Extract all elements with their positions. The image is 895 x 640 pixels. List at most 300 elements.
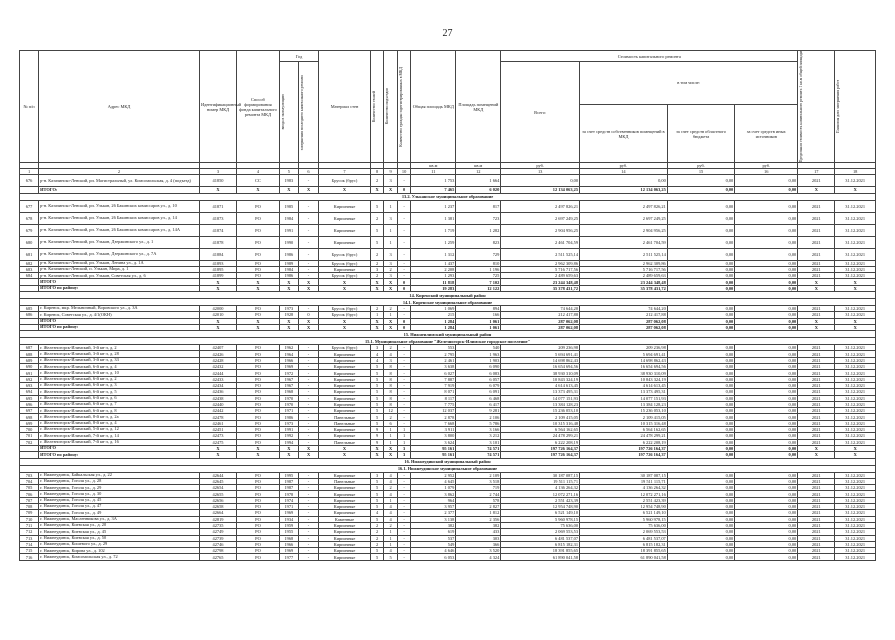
table-cell: - xyxy=(298,554,318,560)
table-cell: 1 061 xyxy=(456,324,501,330)
table-cell: 6 079 xyxy=(456,382,501,388)
table-cell: X xyxy=(298,324,318,330)
table-cell: X xyxy=(370,445,383,451)
table-cell: 1989 xyxy=(279,260,298,266)
table-cell: 0,00 xyxy=(735,472,798,478)
table-cell: 2 xyxy=(370,535,383,541)
table-cell: - xyxy=(397,541,410,547)
table-cell: РО xyxy=(237,491,280,497)
table-cell: 74 571 xyxy=(456,445,501,451)
table-cell: 42440 xyxy=(199,401,236,407)
table-cell: 75 636,00 xyxy=(580,522,668,528)
table-cell: 0,00 xyxy=(667,357,734,363)
table-cell: 0,00 xyxy=(735,554,798,560)
table-cell: 31.12.2021 xyxy=(835,504,876,510)
address-cell: р-н. Казачинско-Ленский, п. Улькан, Мира, д. 1 xyxy=(39,266,200,272)
table-cell: 42478 xyxy=(199,414,236,420)
table-cell: 24 478 299,21 xyxy=(501,433,580,439)
table-cell: 1972 xyxy=(279,370,298,376)
address-cell: р-н. Казачинско-Ленский, рп. Улькан, Дзержинского ул., д. 7А xyxy=(39,248,200,260)
table-cell: - xyxy=(298,345,318,351)
table-cell: 0,00 xyxy=(667,370,734,376)
section-title: 13.2. Ульканское муниципальное образование xyxy=(20,193,876,200)
table-cell: 42819 xyxy=(199,516,236,522)
address-cell: р-н. Казачинско-Ленский, рп. Улькан, 26 Бакинских комиссаров ул., д. 10 xyxy=(39,200,200,212)
table-cell: - xyxy=(298,382,318,388)
table-cell: 4 xyxy=(384,504,397,510)
table-cell: - xyxy=(298,248,318,260)
address-cell: ИТОГО по району: xyxy=(39,324,200,330)
table-cell: 0,00 xyxy=(735,364,798,370)
table-cell: 0,00 xyxy=(667,306,734,312)
table-cell: 1986 xyxy=(279,248,298,260)
table-cell: Кирпичные xyxy=(319,535,371,541)
table-cell: Брусок (брус) xyxy=(319,306,371,312)
table-cell: 41873 xyxy=(199,212,236,224)
address-cell: г. Железногорск-Илимский, 3-й кв-л, д. 2 xyxy=(39,345,200,351)
table-cell: 1 xyxy=(384,439,397,445)
table-cell: РО xyxy=(237,548,280,554)
table-cell: 1 237 xyxy=(411,200,456,212)
table-cell: 710 xyxy=(20,516,39,522)
table-cell: 0,00 xyxy=(735,433,798,439)
table-cell: X xyxy=(279,445,298,451)
table-cell: 4 xyxy=(384,548,397,554)
table-cell: 287 062,08 xyxy=(580,318,668,324)
table-cell: 0,00 xyxy=(667,439,734,445)
table-cell: 0,00 xyxy=(735,266,798,272)
table-cell: - xyxy=(397,212,410,224)
table-cell: РО xyxy=(237,236,280,248)
table-cell: 4 xyxy=(384,516,397,522)
column-index: 3 xyxy=(199,169,236,175)
table-cell: X xyxy=(384,324,397,330)
table-cell: 1 293 xyxy=(411,273,456,279)
table-cell: X xyxy=(319,285,371,291)
table-cell: X xyxy=(319,279,371,285)
table-cell: РО xyxy=(237,312,280,318)
table-cell: 0 xyxy=(397,318,410,324)
table-cell: - xyxy=(397,357,410,363)
table-cell: - xyxy=(298,427,318,433)
table-cell: 1987 xyxy=(279,478,298,484)
table-cell: 5 xyxy=(370,414,383,420)
table-cell: - xyxy=(397,510,410,516)
table-cell: 209 236,98 xyxy=(501,345,580,351)
table-cell: 0,00 xyxy=(735,357,798,363)
table-cell: 2021 xyxy=(798,236,835,248)
table-cell: 0,00 xyxy=(667,478,734,484)
table-cell: 0 xyxy=(397,187,410,193)
table-cell: 2 xyxy=(370,541,383,547)
header-incl: в том числе: xyxy=(580,62,798,105)
table-cell: - xyxy=(397,224,410,236)
table-cell: 1971 xyxy=(279,408,298,414)
table-cell: 1 812 xyxy=(456,510,501,516)
table-cell: 0 xyxy=(397,285,410,291)
table-cell: - xyxy=(298,522,318,528)
table-cell: 10 315 316,48 xyxy=(501,420,580,426)
table-cell: 2 962 309,86 xyxy=(580,260,668,266)
table-cell: 1974 xyxy=(279,497,298,503)
table-cell: 0,00 xyxy=(667,248,734,260)
table-cell: 4 614 613,45 xyxy=(501,382,580,388)
table-cell: 74 644,20 xyxy=(580,306,668,312)
table-cell: 2 962 309,86 xyxy=(501,260,580,266)
table-cell: 16 654 694,56 xyxy=(580,364,668,370)
table-cell: 707 xyxy=(20,497,39,503)
table-cell: РО xyxy=(237,389,280,395)
table-cell: РО xyxy=(237,357,280,363)
table-cell: 12 954 748,90 xyxy=(580,504,668,510)
table-cell: 287 062,08 xyxy=(501,318,580,324)
section-header-row xyxy=(20,465,876,472)
table-cell: 719 xyxy=(456,485,501,491)
table-cell: 31.12.2021 xyxy=(835,510,876,516)
table-cell: 2021 xyxy=(798,389,835,395)
table-cell: 6 815 182,31 xyxy=(501,541,580,547)
table-cell: - xyxy=(298,395,318,401)
table-cell: 5 694 691,41 xyxy=(580,351,668,357)
table-cell: 0,00 xyxy=(735,273,798,279)
table-cell: Кирпичные xyxy=(319,510,371,516)
table-cell: 2 208 xyxy=(411,266,456,272)
table-cell: 2 489 659,63 xyxy=(580,273,668,279)
table-cell: 0,00 xyxy=(667,541,734,547)
table-cell: 5 960 978,15 xyxy=(580,516,668,522)
table-cell: 6 468 xyxy=(456,395,501,401)
table-cell: 5 xyxy=(370,478,383,484)
unit-cell: руб. xyxy=(667,163,734,169)
address-cell: г. Нижнеудинск, Масленникова ул., д. 3А xyxy=(39,516,200,522)
table-cell: 701 xyxy=(20,433,39,439)
table-cell: 0,00 xyxy=(735,497,798,503)
table-cell: 716 xyxy=(20,554,39,560)
table-cell: 41895 xyxy=(199,266,236,272)
table-cell: 0,00 xyxy=(735,318,798,324)
table-cell: 5 xyxy=(370,224,383,236)
table-cell: 5 xyxy=(370,408,383,414)
table-cell: - xyxy=(397,529,410,535)
table-cell: X xyxy=(384,285,397,291)
table-cell: 4 xyxy=(384,472,397,478)
table-cell: - xyxy=(397,266,410,272)
table-cell: 725 xyxy=(456,273,501,279)
header-completion: Плановая дата завершения работ xyxy=(835,51,876,163)
table-cell: - xyxy=(397,472,410,478)
table-cell: 3 xyxy=(370,345,383,351)
table-cell: 1984 xyxy=(279,266,298,272)
table-cell: 1 903 xyxy=(456,357,501,363)
table-cell: 5 716 717,56 xyxy=(501,266,580,272)
table-cell: 2 xyxy=(384,485,397,491)
table-cell: 42442 xyxy=(199,408,236,414)
table-cell: 0,00 xyxy=(667,445,734,451)
table-cell: 0,00 xyxy=(667,351,734,357)
table-cell: X xyxy=(798,279,835,285)
table-cell: 42000 xyxy=(199,306,236,312)
table-cell: 0,00 xyxy=(667,200,734,212)
table-cell: 679 xyxy=(20,224,39,236)
table-cell: 42010 xyxy=(199,312,236,318)
table-cell: 2 xyxy=(370,175,383,187)
section-title: 16. Нижнеудинский муниципальный район xyxy=(20,458,876,465)
table-cell: 12 072 271,16 xyxy=(580,491,668,497)
table-cell: 5 960 978,15 xyxy=(501,516,580,522)
table-cell: 2021 xyxy=(798,485,835,491)
table-cell: 212 417,88 xyxy=(501,312,580,318)
address-cell: г. Нижнеудинск, Гоголя ул., д. 28 xyxy=(39,478,200,484)
table-cell: 23 244 348,48 xyxy=(580,279,668,285)
table-cell: Кирпичные xyxy=(319,370,371,376)
table-cell: 12 xyxy=(384,408,397,414)
table-cell: 5 xyxy=(370,200,383,212)
table-cell: 697 xyxy=(20,408,39,414)
column-index: 11 xyxy=(411,169,456,175)
table-cell: 3 xyxy=(384,175,397,187)
table-cell: Кирпичные xyxy=(319,389,371,395)
table-cell: 197 726 164,37 xyxy=(580,445,668,451)
unit-cell: руб. xyxy=(501,163,580,169)
table-cell: 12 122 xyxy=(456,285,501,291)
table-cell: 0,00 xyxy=(735,504,798,510)
table-cell: 2021 xyxy=(798,497,835,503)
table-cell: - xyxy=(298,306,318,312)
table-cell: 1959 xyxy=(279,522,298,528)
address-cell: г. Железногорск-Илимский, 6-й кв-л, д. 3 xyxy=(39,382,200,388)
table-cell: 30 187 087,15 xyxy=(580,472,668,478)
table-cell: РО xyxy=(237,439,280,445)
table-cell: 8 xyxy=(384,364,397,370)
table-cell: 2 497 826,21 xyxy=(580,200,668,212)
table-cell: - xyxy=(298,389,318,395)
table-cell: 2021 xyxy=(798,535,835,541)
table-cell: 1987 xyxy=(279,485,298,491)
table-cell: 4 xyxy=(384,478,397,484)
table-cell: 2 xyxy=(384,414,397,420)
table-cell: 1934 xyxy=(279,516,298,522)
section-title: 14.1. Киренское муниципальное образование xyxy=(20,299,876,306)
table-cell: - xyxy=(298,370,318,376)
table-cell: 699 xyxy=(20,420,39,426)
table-cell: Кирпичные xyxy=(319,364,371,370)
table-cell: РО xyxy=(237,420,280,426)
table-cell: 61 890 041,58 xyxy=(580,554,668,560)
table-cell: 6 481 537,07 xyxy=(580,535,668,541)
table-cell: 1969 xyxy=(279,364,298,370)
table-cell: 41884 xyxy=(199,248,236,260)
table-cell: 2021 xyxy=(798,420,835,426)
unit-cell: руб. xyxy=(735,163,798,169)
table-cell: 2 xyxy=(384,345,397,351)
table-cell: 9 281 xyxy=(456,408,501,414)
table-cell: 61 890 041,58 xyxy=(501,554,580,560)
table-cell: 2 xyxy=(370,522,383,528)
table-cell: 5 716 717,56 xyxy=(580,266,668,272)
table-cell: 31.12.2021 xyxy=(835,236,876,248)
table-cell: 31.12.2021 xyxy=(835,472,876,478)
address-cell: г. Железногорск-Илимский, 7-й кв-л, д. 14 xyxy=(39,433,200,439)
address-cell: г. Железногорск-Илимский, 5-й кв-л, д. 12 xyxy=(39,427,200,433)
table-cell: - xyxy=(298,504,318,510)
table-cell: 31.12.2021 xyxy=(835,273,876,279)
address-cell: р-н. Казачинско-Ленский, рп. Улькан, Дзержинского ул., д. 1 xyxy=(39,236,200,248)
table-cell: 7 919 xyxy=(411,382,456,388)
header-num: № п/п xyxy=(20,51,39,163)
table-cell: 19 283 xyxy=(411,285,456,291)
table-cell: 1968 xyxy=(279,389,298,395)
table-cell: 0,00 xyxy=(735,248,798,260)
address-cell: г. Железногорск-Илимский, 6-й кв-л, д. 4 xyxy=(39,364,200,370)
table-cell: 4 614 613,45 xyxy=(580,382,668,388)
table-cell: 0,00 xyxy=(735,370,798,376)
table-body xyxy=(20,163,876,560)
table-cell: 24 478 299,21 xyxy=(580,433,668,439)
table-cell: 2021 xyxy=(798,200,835,212)
table-cell: X xyxy=(370,285,383,291)
address-cell: г. Железногорск-Илимский, 6-й кв-л, д. 10 xyxy=(39,370,200,376)
table-cell: 41899 xyxy=(199,273,236,279)
table-cell: 382 xyxy=(411,522,456,528)
table-cell: X xyxy=(237,187,280,193)
header-entrances: Количество подъездов xyxy=(384,51,397,163)
table-cell: 8 xyxy=(384,401,397,407)
table-cell: 1 xyxy=(384,312,397,318)
table-cell: 42765 xyxy=(199,554,236,560)
table-cell: - xyxy=(298,266,318,272)
table-cell: 0,00 xyxy=(667,497,734,503)
table-cell: 215 xyxy=(411,312,456,318)
table-cell: 2 106 xyxy=(456,414,501,420)
table-cell: 42428 xyxy=(199,357,236,363)
address-cell: г. Железногорск-Илимский, 6-й кв-л, д. 8 xyxy=(39,408,200,414)
table-cell: 0,00 xyxy=(667,529,734,535)
table-cell: 3 xyxy=(370,472,383,478)
table-cell: Кирпичные xyxy=(319,554,371,560)
table-cell: 9 xyxy=(370,439,383,445)
table-cell: 2021 xyxy=(798,541,835,547)
table-cell: X xyxy=(279,187,298,193)
table-cell: 715 xyxy=(20,548,39,554)
table-cell: 3 xyxy=(384,248,397,260)
table-cell: 12 072 271,16 xyxy=(501,491,580,497)
table-cell: 0,00 xyxy=(735,452,798,458)
table-cell: 6 521 149,10 xyxy=(580,510,668,516)
table-cell: 1 196 xyxy=(456,266,501,272)
table-cell: 35 378 431,72 xyxy=(580,285,668,291)
table-cell: 18 391 855,65 xyxy=(580,548,668,554)
table-cell: РО xyxy=(237,408,280,414)
table-cell: 0,00 xyxy=(667,510,734,516)
table-cell: 31.12.2021 xyxy=(835,200,876,212)
table-cell: 30 187 087,15 xyxy=(501,472,580,478)
table-cell: X xyxy=(384,452,397,458)
table-cell: 0,00 xyxy=(735,510,798,516)
table-cell: X xyxy=(384,279,397,285)
table-cell: РО xyxy=(237,273,280,279)
table-cell: 0,00 xyxy=(735,345,798,351)
table-cell: 212 417,88 xyxy=(580,312,668,318)
table-cell: 2 461 xyxy=(411,357,456,363)
table-cell: РО xyxy=(237,504,280,510)
table-cell: X xyxy=(835,285,876,291)
table-cell: X xyxy=(237,324,280,330)
table-cell: X xyxy=(798,318,835,324)
table-cell: 1971 xyxy=(279,504,298,510)
table-cell: 31.12.2021 xyxy=(835,433,876,439)
table-cell: 35 378 431,72 xyxy=(501,285,580,291)
table-cell: X xyxy=(798,324,835,330)
table-cell: 0,00 xyxy=(667,345,734,351)
table-cell: 42451 xyxy=(199,427,236,433)
table-cell: 2 109 415,05 xyxy=(501,414,580,420)
unit-cell: кв.м xyxy=(456,163,501,169)
table-cell: 2 511 525,14 xyxy=(501,248,580,260)
table-cell: 7 668 xyxy=(411,420,456,426)
table-cell: X xyxy=(237,279,280,285)
table-cell: X xyxy=(835,445,876,451)
table-cell: X xyxy=(319,445,371,451)
table-cell: - xyxy=(298,224,318,236)
table-cell: 31.12.2021 xyxy=(835,389,876,395)
table-cell: 1986 xyxy=(279,414,298,420)
table-cell: 2 xyxy=(370,212,383,224)
column-index: 15 xyxy=(667,169,734,175)
table-cell: 31.12.2021 xyxy=(835,497,876,503)
table-cell: 5 xyxy=(384,554,397,560)
table-cell: 2021 xyxy=(798,554,835,560)
table-cell: 0,00 xyxy=(735,324,798,330)
section-title: 15.1. Муниципальное образование "Железногорск-Илимское городское поселение" xyxy=(20,338,876,345)
table-cell: 1990 xyxy=(279,236,298,248)
table-cell: РО xyxy=(237,497,280,503)
address-cell: г. Нижнеудинск, Киевская ул., д. 20 xyxy=(39,522,200,528)
table-cell: 1 069 xyxy=(411,306,456,312)
table-cell: 2021 xyxy=(798,510,835,516)
table-cell: 0,00 xyxy=(667,522,734,528)
table-cell: 3 101 xyxy=(456,439,501,445)
header-cost-group: Стоимость капитального ремонта xyxy=(501,51,798,62)
table-cell: 0,00 xyxy=(667,535,734,541)
table-cell: - xyxy=(397,389,410,395)
table-cell: 5 xyxy=(370,389,383,395)
column-index: 6 xyxy=(298,169,318,175)
table-cell: X xyxy=(279,318,298,324)
table-cell: 2021 xyxy=(798,260,835,266)
table-cell: 4 xyxy=(370,351,383,357)
table-cell: - xyxy=(298,357,318,363)
table-cell: 7 465 xyxy=(411,187,456,193)
table-cell: 4 xyxy=(384,351,397,357)
table-cell: 42739 xyxy=(199,535,236,541)
table-cell: 166 xyxy=(456,312,501,318)
table-cell: 197 726 164,37 xyxy=(501,452,580,458)
address-cell: р-н. Казачинско-Ленский, рп. Улькан, Советская ул., д. 6 xyxy=(39,273,200,279)
table-cell: - xyxy=(298,433,318,439)
table-cell: 31.12.2021 xyxy=(835,408,876,414)
table-cell: 2 795 xyxy=(411,351,456,357)
table-cell: - xyxy=(397,200,410,212)
table-cell: 680 xyxy=(20,236,39,248)
table-cell: РО xyxy=(237,516,280,522)
address-cell: г. Киренск, Советская ул., д. 4/1(ОКН) xyxy=(39,312,200,318)
table-cell: 42735 xyxy=(199,522,236,528)
table-cell: 711 xyxy=(20,522,39,528)
table-cell: Кирпичные xyxy=(319,529,371,535)
table-row xyxy=(20,248,876,260)
table-cell: 6 027 xyxy=(411,370,456,376)
table-cell: 713 xyxy=(20,535,39,541)
